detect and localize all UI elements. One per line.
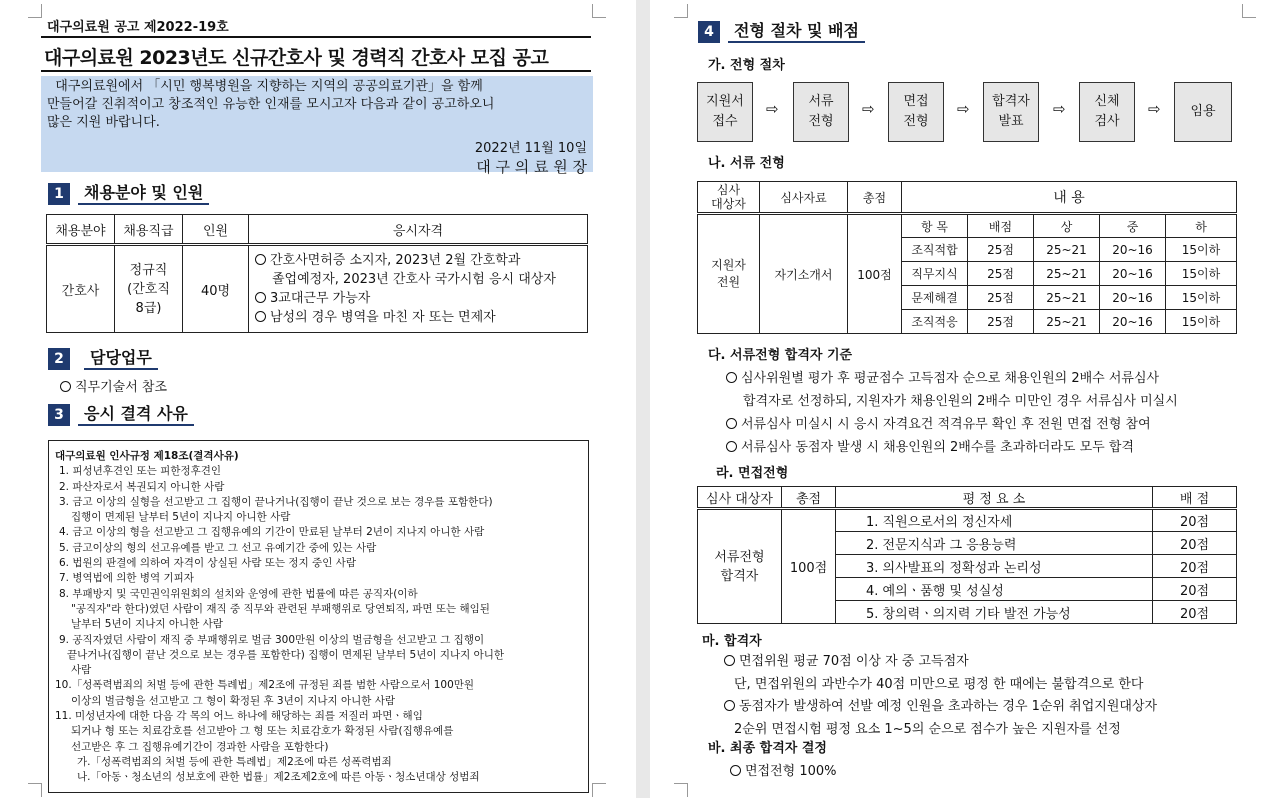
cell-line: 서류전형: [714, 549, 765, 565]
table-header: 평 정 요 소: [836, 487, 1153, 509]
grade-cell: [115, 245, 183, 333]
step-label: 면접: [903, 94, 929, 109]
corner-mark: [592, 4, 606, 18]
table-cell: 20점: [1153, 578, 1237, 601]
table-cell: 15이하: [1166, 262, 1237, 286]
step-label: 지원서: [706, 94, 744, 109]
rule-line: 11. 미성년자에 대한 다음 각 목의 어느 하나에 해당하는 죄를 저질러 파면ㆍ해임: [55, 710, 423, 723]
header-line: 대상자: [711, 197, 746, 211]
rule-line: 나.「아동ㆍ청소년의 성보호에 관한 법률」제2조제2호에 따른 아동ㆍ청소년대상 성범죄: [77, 771, 480, 784]
table-cell: 4. 예의ㆍ품행 및 성실성: [836, 578, 1153, 601]
document-title: 대구의료원 2023년도 신규간호사 및 경력직 간호사 모집 공고: [44, 47, 549, 69]
table-header: 응시자격: [249, 215, 588, 245]
process-step: [697, 82, 753, 142]
rule-line: 8. 부패방지 및 국민권익위원회의 설치와 운영에 관한 법률에 따른 공직자(이하: [59, 587, 418, 600]
table-cell: 25~21: [1034, 262, 1100, 286]
circle-bullet-icon: [724, 700, 735, 711]
step-label: 임용: [1190, 104, 1216, 119]
target-cell: [698, 214, 760, 334]
circle-bullet-icon: [255, 311, 266, 322]
sub-header: 상: [1034, 214, 1100, 238]
step-label: 전형: [808, 114, 834, 129]
circle-bullet-icon: [255, 292, 266, 303]
interview-table: [697, 486, 1237, 624]
count-cell: 40명: [183, 245, 249, 333]
table-cell: 20~16: [1100, 286, 1166, 310]
table-cell: 15이하: [1166, 310, 1237, 334]
issue-date: 2022년 11월 10일: [474, 141, 587, 156]
table-header: 내 용: [902, 182, 1237, 214]
decision-text: 면접전형 100%: [745, 764, 837, 779]
subsection-ma: 마. 합격자: [702, 634, 762, 649]
criteria-item: 합격자로 선정하되, 지원자가 채용인원의 2배수 미만인 경우 서류심사 미실시: [743, 394, 1178, 409]
criteria-item: 서류심사 미실시 시 응시 자격요건 적격유무 확인 후 전원 면접 전형 참여: [741, 417, 1151, 432]
duty-text: 직무기술서 참조: [75, 380, 168, 395]
document-pass-criteria: [726, 367, 1178, 459]
rule-line: 1. 피성년후견인 또는 피한정후견인: [59, 465, 222, 478]
rule-title: 대구의료원 인사규정 제18조(결격사유): [55, 450, 239, 462]
qualification-item: 남성의 경우 병역을 마친 자 또는 면제자: [270, 310, 496, 325]
corner-mark: [674, 783, 688, 797]
grade-line: (간호직: [127, 281, 170, 297]
subsection-da: 다. 서류전형 합격자 기준: [708, 348, 853, 363]
table-cell: 15이하: [1166, 238, 1237, 262]
table-cell: 25~21: [1034, 286, 1100, 310]
qualification-item: 간호사면허증 소지자, 2023년 2월 간호학과: [270, 253, 521, 268]
table-cell: 20~16: [1100, 310, 1166, 334]
title-rule: [41, 70, 591, 72]
arrow-right-icon: ⇨: [1053, 100, 1066, 118]
rule-line: 선고받은 후 그 집행유예기간이 경과한 사람을 포함한다): [71, 740, 329, 753]
corner-mark: [1242, 4, 1256, 18]
table-header: 총점: [848, 182, 902, 214]
table-cell: 1. 직원으로서의 정신자세: [836, 509, 1153, 532]
section-1-heading: [48, 183, 209, 205]
table-cell: 25점: [968, 286, 1034, 310]
circle-bullet-icon: [730, 765, 741, 776]
rule-line: 7. 병역법에 의한 병역 기피자: [59, 572, 194, 585]
section-2-heading: [48, 348, 158, 370]
final-pass-criteria: [724, 651, 1157, 741]
criteria-item: 2순위 면접시험 평정 요소 1~5의 순으로 점수가 높은 지원자를 선정: [734, 721, 1121, 737]
section-title: 담당업무: [84, 348, 158, 370]
final-decision-item: [730, 760, 837, 779]
document-page-left: [0, 0, 636, 798]
table-cell: 문제해결: [902, 286, 968, 310]
process-step: [983, 82, 1039, 142]
material-cell: 자기소개서: [760, 214, 848, 334]
circle-bullet-icon: [724, 655, 735, 666]
disqualification-box: [48, 440, 589, 793]
issuer: 대 구 의 료 원 장: [476, 158, 587, 176]
step-label: 접수: [712, 114, 738, 129]
corner-mark: [674, 4, 688, 18]
circle-bullet-icon: [255, 254, 266, 265]
intro-box: [41, 76, 593, 176]
subsection-ga: 가. 전형 절차: [708, 58, 785, 73]
table-cell: 25점: [968, 262, 1034, 286]
total-cell: 100점: [848, 214, 902, 334]
arrow-right-icon: ⇨: [862, 100, 875, 118]
rule-line: 되거나 형 또는 치료감호를 선고받아 그 형 또는 치료감호가 확정된 사람(집행유예를: [71, 725, 454, 738]
process-step: [1079, 82, 1135, 142]
arrow-right-icon: ⇨: [957, 100, 970, 118]
table-header: [698, 182, 760, 214]
table-cell: 20~16: [1100, 238, 1166, 262]
table-cell: 25~21: [1034, 238, 1100, 262]
circle-bullet-icon: [726, 418, 737, 429]
section-number: 1: [48, 183, 70, 205]
table-cell: 조직적합: [902, 238, 968, 262]
rule-line: 2. 파산자로서 복권되지 아니한 사람: [59, 480, 225, 493]
sub-header: 하: [1166, 214, 1237, 238]
section-title: 응시 결격 사유: [78, 404, 194, 426]
section-number: 3: [48, 404, 70, 426]
subsection-ba: 바. 최종 합격자 결정: [708, 741, 827, 756]
circle-bullet-icon: [60, 381, 71, 392]
corner-mark: [28, 783, 42, 797]
circle-bullet-icon: [726, 441, 737, 452]
sub-header: 배점: [968, 214, 1034, 238]
sub-header: 중: [1100, 214, 1166, 238]
total-cell: 100점: [782, 509, 836, 624]
table-cell: 조직적응: [902, 310, 968, 334]
grade-line: 정규직: [129, 262, 168, 278]
table-cell: 5. 창의력ㆍ의지력 기타 발전 가능성: [836, 601, 1153, 624]
section-4-heading: [698, 21, 865, 43]
intro-line: 많은 지원 바랍니다.: [47, 115, 160, 130]
step-label: 합격자: [992, 94, 1030, 109]
table-header: 심사자료: [760, 182, 848, 214]
rule-line: 3. 금고 이상의 실형을 선고받고 그 집행이 끝나거나(집행이 끝난 것으로 보는 경우를 포함한다): [59, 495, 493, 508]
criteria-item: 동점자가 발생하여 선발 예정 인원을 초과하는 경우 1순위 취업지원대상자: [739, 699, 1158, 714]
recruit-table: [46, 214, 588, 333]
step-label: 서류: [808, 94, 834, 109]
criteria-item: 심사위원별 평가 후 평균점수 고득점자 순으로 채용인원의 2배수 서류심사: [741, 371, 1160, 386]
table-cell: 20점: [1153, 601, 1237, 624]
process-step: [888, 82, 944, 142]
notice-number: 대구의료원 공고 제2022-19호: [47, 20, 229, 35]
table-cell: 3. 의사발표의 정확성과 논리성: [836, 555, 1153, 578]
table-cell: 직무지식: [902, 262, 968, 286]
table-header: 인원: [183, 215, 249, 245]
table-header: 배 점: [1153, 487, 1237, 509]
process-step: [793, 82, 849, 142]
intro-line: 대구의료원에서 「시민 행복병원을 지향하는 지역의 공공의료기관」을 함께: [55, 79, 483, 94]
table-header: 총점: [782, 487, 836, 509]
section-3-heading: [48, 404, 194, 426]
duty-item: [60, 376, 167, 395]
intro-line: 만들어갈 진취적이고 창조적인 유능한 인재를 모시고자 다음과 같이 공고하오니: [47, 97, 495, 112]
rule-line: 날부터 5년이 지나지 아니한 사람: [71, 618, 223, 631]
header-line: 심사: [716, 183, 741, 197]
section-title: 전형 절차 및 배점: [728, 21, 865, 43]
grade-line: 8급): [135, 300, 162, 316]
section-number: 4: [698, 21, 720, 43]
criteria-item: 단, 면접위원의 과반수가 40점 미만으로 평정 한 때에는 불합격으로 한다: [734, 676, 1144, 692]
table-cell: 15이하: [1166, 286, 1237, 310]
criteria-item: 서류심사 동점자 발생 시 채용인원의 2배수를 초과하더라도 모두 합격: [741, 440, 1134, 455]
qualification-item: 3교대근무 가능자: [270, 291, 371, 306]
corner-mark: [28, 4, 42, 18]
cell-line: 합격자: [720, 568, 759, 584]
title-rule: [41, 36, 591, 38]
table-cell: 25점: [968, 238, 1034, 262]
corner-mark: [592, 783, 606, 797]
rule-line: 6. 법원의 판결에 의하여 자격이 상실된 사람 또는 정지 중인 사람: [59, 557, 356, 570]
rule-line: 가.「성폭력범죄의 처벌 등에 관한 특례법」제2조에 따른 성폭력범죄: [77, 755, 392, 768]
table-cell: 20점: [1153, 532, 1237, 555]
table-header: 심사 대상자: [698, 487, 782, 509]
sub-header: 항 목: [902, 214, 968, 238]
table-cell: 2. 전문지식과 그 응용능력: [836, 532, 1153, 555]
target-cell: [698, 509, 782, 624]
rule-line: 9. 공직자였던 사람이 재직 중 부패행위로 벌금 300만원 이상의 벌금형을 선고받고 그 집행이: [59, 633, 485, 646]
cell-line: 전원: [716, 275, 741, 289]
table-header: 채용분야: [47, 215, 115, 245]
cell-line: 지원자: [711, 258, 746, 272]
circle-bullet-icon: [726, 372, 737, 383]
rule-line: 사람: [71, 664, 92, 677]
section-number: 2: [48, 348, 70, 370]
table-cell: 20점: [1153, 509, 1237, 532]
rule-line: 이상의 벌금형을 선고받고 그 형이 확정된 후 3년이 지나지 아니한 사람: [71, 694, 396, 707]
field-cell: 간호사: [47, 245, 115, 333]
section-title: 채용분야 및 인원: [78, 183, 209, 205]
arrow-right-icon: ⇨: [766, 100, 779, 118]
process-step: [1174, 82, 1232, 142]
rule-line: 5. 금고이상의 형의 선고유예를 받고 그 선고 유예기간 중에 있는 사람: [59, 541, 377, 554]
table-cell: 25점: [968, 310, 1034, 334]
document-screening-table: [697, 181, 1237, 334]
table-cell: 20점: [1153, 555, 1237, 578]
table-cell: 20~16: [1100, 262, 1166, 286]
rule-line: 10.「성폭력범죄의 처벌 등에 관한 특례법」제2조에 규정된 죄를 범한 사람으로서 100만원: [55, 679, 475, 692]
qualification-item: 졸업예정자, 2023년 간호사 국가시험 응시 대상자: [272, 272, 556, 287]
rule-line: "공직자"라 한다)였던 사람이 재직 중 직무와 관련된 부패행위로 당연퇴직, 파면 또는 해임된: [71, 602, 490, 615]
table-header: 채용직급: [115, 215, 183, 245]
step-label: 전형: [903, 114, 929, 129]
criteria-item: 면접위원 평균 70점 이상 자 중 고득점자: [739, 654, 969, 669]
table-cell: 25~21: [1034, 310, 1100, 334]
rule-line: 4. 금고 이상의 형을 선고받고 그 집행유예의 기간이 만료된 날부터 2년이 지나지 아니한 사람: [59, 526, 485, 539]
rule-line: 집행이 면제된 날부터 5년이 지나지 아니한 사람: [71, 511, 291, 524]
qualification-cell: [249, 245, 588, 333]
document-page-right: [650, 0, 1284, 798]
rule-line: 끝나거나(집행이 끝난 것으로 보는 경우를 포함한다) 집행이 면제된 날부터 5년이 지나지 아니한: [67, 648, 505, 661]
step-label: 신체: [1094, 94, 1120, 109]
subsection-na: 나. 서류 전형: [708, 156, 785, 171]
step-label: 발표: [998, 114, 1024, 129]
subsection-ra: 라. 면접전형: [716, 466, 789, 481]
arrow-right-icon: ⇨: [1148, 100, 1161, 118]
step-label: 검사: [1094, 114, 1120, 129]
